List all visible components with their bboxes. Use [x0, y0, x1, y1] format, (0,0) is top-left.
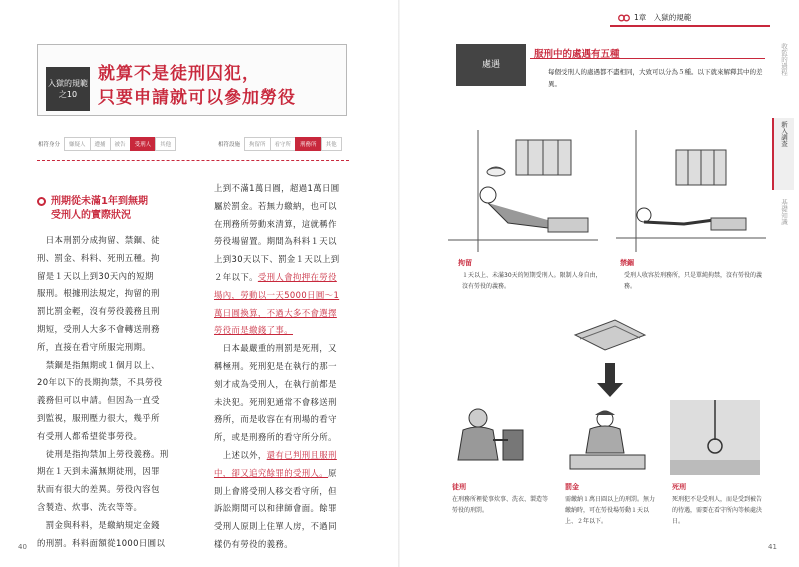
- imprisonment-illustration: [616, 130, 766, 252]
- body-line: [37, 232, 197, 250]
- highlighted-text: 場內，勞動以一天5000日圓～1: [214, 289, 340, 300]
- panel-title-imprisonment: 禁錮: [620, 259, 634, 267]
- side-tab[interactable]: 基礎知識: [780, 199, 788, 225]
- handcuffs-icon: [618, 13, 630, 23]
- body-line-text: 刑、罰金、科料、死刑五種。拘: [37, 252, 160, 263]
- body-line: [214, 340, 364, 358]
- body-line-text: 徒刑是指拘禁加上勞役義務。刑: [37, 448, 169, 459]
- body-line-text: 上到30天以下、罰金１天以上到: [214, 254, 340, 265]
- facility-filter-item: 其他: [321, 137, 342, 151]
- body-column-2: [214, 180, 364, 554]
- side-tab-active[interactable]: 新入調查: [772, 118, 794, 190]
- body-line-text: 刻才成為受刑人，在執行前都是: [214, 378, 337, 389]
- panel-title-detention: 拘留: [458, 259, 472, 267]
- body-line-text: ２年以下。: [214, 271, 258, 282]
- body-line-text: 罰金與科料，是繳納規定金錢: [37, 519, 160, 530]
- page-title-line-1: 就算不是徒刑囚犯，: [98, 64, 260, 84]
- body-line-text: 期短，受刑人大多不會轉送刑務: [37, 323, 160, 334]
- body-line: [37, 446, 197, 464]
- fine-money-illustration: [570, 315, 650, 405]
- body-line-text: 稱極刑。死刑犯是在執行的那一: [214, 360, 337, 371]
- page-number-right: 41: [768, 543, 777, 551]
- body-line: [37, 285, 197, 303]
- identity-filter-item-active: 受刑人: [130, 137, 157, 151]
- chapter-label: 1章 入獄的規範: [634, 13, 692, 22]
- body-line: [214, 358, 364, 376]
- body-line: [37, 428, 197, 446]
- body-line: [37, 374, 197, 392]
- body-line: [37, 535, 197, 553]
- body-line-text: 日本刑罰分成拘留、禁錮、徒: [37, 235, 160, 245]
- intro-title: 服刑中的處遇有五種: [534, 49, 620, 60]
- highlighted-text: 還有已判刑且服刑: [266, 449, 337, 460]
- body-line: [37, 410, 197, 428]
- body-line-text: 在刑務所勞動來清算，這就稱作: [214, 218, 337, 229]
- body-line-text: 所，直接在看守所服完刑期。: [37, 341, 152, 352]
- side-tab[interactable]: 收監的過程: [780, 43, 788, 76]
- identity-filter-item: 嫌疑人: [64, 137, 91, 151]
- section-bullet-icon: [37, 197, 46, 206]
- body-line-text: 期在１天到未滿無期徒刑，因罪: [37, 466, 160, 477]
- body-line: [214, 394, 364, 412]
- body-line: [37, 392, 197, 410]
- section-tag-line-2: 之10: [58, 90, 78, 99]
- body-line-text: 上述以外，: [214, 449, 267, 460]
- body-line: [214, 180, 364, 198]
- body-line-text: 未決犯。死刑犯通常不會移送刑: [214, 396, 337, 407]
- panel-title-labor: 徒刑: [452, 483, 466, 491]
- death-penalty-illustration: [670, 400, 760, 475]
- identity-filter-label: 相符身分: [38, 142, 61, 148]
- body-line-text: 含製造、炊事、洗衣等等。: [37, 501, 143, 512]
- highlighted-text: 勞役而是繳錢了事。: [214, 325, 293, 336]
- identity-filter-item: 其他: [155, 137, 176, 151]
- panel-title-fine: 罰金: [565, 483, 579, 491]
- body-line: [214, 465, 364, 483]
- body-line-text: 則上會將受刑人移交看守所，但: [214, 485, 337, 496]
- page-title: [98, 62, 296, 110]
- section-number-tag: [46, 67, 90, 111]
- body-line-text: 務所，而是收容在有刑場的看守: [214, 414, 337, 425]
- identity-filter-bar: [38, 137, 175, 151]
- body-line-text: 樣仍有勞役的義務。: [214, 538, 293, 549]
- header-divider: [37, 160, 349, 161]
- body-line: [214, 429, 364, 447]
- body-line: [214, 411, 364, 429]
- body-line-text: 禁錮是指無期或１個月以上、: [37, 359, 160, 370]
- body-line-text: 罰比罰金輕，沒有勞役義務且刑: [37, 306, 160, 317]
- highlighted-text: 萬日圓換算，: [214, 307, 267, 318]
- body-line-text: 有受刑人都希望從事勞役。: [37, 430, 143, 441]
- body-line: [37, 517, 197, 535]
- page-title-line-2: 只要申請就可以參加勞役: [98, 88, 296, 108]
- body-line: [37, 339, 197, 357]
- body-line-text: 的刑罰。科料面額從1000日圓以: [37, 537, 166, 548]
- section-heading-line-1: 刑期從未滿1年到無期: [51, 196, 148, 207]
- body-line-text: 所，或是刑務所的看守所分所。: [214, 432, 337, 443]
- highlighted-text: 受刑人會拘押在勞役: [257, 271, 337, 282]
- body-line: [214, 483, 364, 501]
- body-line-text: 服刑。根據刑法規定，拘留的刑: [37, 288, 160, 299]
- highlighted-text: 不過大多不會選擇: [266, 307, 337, 318]
- body-line-text: 到監視，服刑壓力很大，幾乎所: [37, 412, 160, 423]
- body-line-text: 訴訟期間可以和律師會面。餘罪: [214, 503, 337, 514]
- body-line: [214, 536, 364, 554]
- body-line: [214, 447, 364, 465]
- facility-filter-item: 看守所: [270, 137, 297, 151]
- facility-filter-label: 相符設施: [218, 142, 241, 148]
- body-line: [214, 233, 364, 251]
- body-line-text: 受刑人原則上住單人房，不過同: [214, 521, 337, 532]
- highlighted-text: 原: [328, 467, 337, 478]
- body-line-text: 屬於罰金。若無力繳納，也可以: [214, 200, 337, 211]
- chapter-rule: [610, 25, 770, 27]
- body-line-text: 日本最嚴重的刑罰是死刑，又: [214, 343, 337, 354]
- facility-filter-item-active: 刑務所: [295, 137, 322, 151]
- body-line-text: 狀而有很大的差異。勞役內容包: [37, 484, 160, 495]
- body-line: [37, 321, 197, 339]
- chapter-header: [618, 12, 691, 23]
- body-line: [37, 481, 197, 499]
- panel-text-death: 死刑犯不是受刑人，而是受到被告的待遇，需要在看守所內等候處決日。: [672, 496, 763, 525]
- left-page: [0, 0, 399, 567]
- intro-tag: 處遇: [456, 44, 526, 86]
- facility-filter-bar: [218, 137, 341, 151]
- panel-text-fine: 需繳納１萬日圓以上的刑罰。無力繳納時，可在勞役場勞動１天以上、２年以下。: [565, 496, 656, 525]
- body-line: [214, 500, 364, 518]
- highlighted-text: 中，卻又追究餘罪的受刑人。: [214, 467, 329, 478]
- body-line-text: 義務但可以申請。但因為一直受: [37, 395, 160, 406]
- fine-worker-illustration: [560, 405, 655, 475]
- identity-filter-item: 被告: [110, 137, 131, 151]
- detention-illustration: [448, 130, 598, 252]
- body-line: [37, 463, 197, 481]
- body-line: [214, 251, 364, 269]
- chapter-title-box: [37, 44, 347, 116]
- section-heading: [37, 195, 192, 223]
- section-heading-line-2: 受刑人的實際狀況: [51, 210, 131, 221]
- body-line: [214, 269, 364, 287]
- body-column-1: [37, 232, 197, 552]
- body-line: [37, 303, 197, 321]
- panel-text-labor: 在刑務所裡從事炊事、洗衣、製造等勞役的刑罰。: [452, 496, 549, 514]
- body-line: [214, 518, 364, 536]
- body-line: [214, 198, 364, 216]
- body-line-text: 留是１天以上到30天內的短期: [37, 270, 154, 281]
- body-line-text: 20年以下的長期拘禁，不具勞役: [37, 377, 163, 388]
- body-line: [37, 499, 197, 517]
- section-tag-line-1: 入獄的規範: [48, 79, 88, 88]
- body-line: [214, 376, 364, 394]
- body-line: [214, 305, 364, 323]
- panel-text-imprisonment: 受刑人收容於刑務所，只是單純拘禁，沒有勞役的義務。: [624, 272, 763, 290]
- facility-filter-item: 拘留所: [244, 137, 271, 151]
- body-line: [37, 357, 197, 375]
- labor-illustration: [448, 400, 543, 475]
- body-line: [214, 322, 364, 340]
- body-line: [214, 216, 364, 234]
- intro-divider: [530, 58, 765, 59]
- body-line-text: 上到不滿1萬日圓，超過1萬日圓: [214, 183, 340, 193]
- page-number: 40: [18, 543, 27, 551]
- body-line-text: 勞役場留置。期間為科料１天以: [214, 236, 337, 247]
- intro-text: 每個受刑人的處遇都不盡相同，大致可以分為５種。以下就來解釋其中的差異。: [548, 68, 763, 88]
- body-line: [37, 250, 197, 268]
- panel-text-detention: １天以上、未滿30天的短期受刑人。限制人身自由，沒有勞役的義務。: [462, 272, 602, 290]
- panel-title-death: 死刑: [672, 483, 686, 491]
- identity-filter-item: 遭捕: [90, 137, 111, 151]
- body-line: [37, 268, 197, 286]
- body-line: [214, 287, 364, 305]
